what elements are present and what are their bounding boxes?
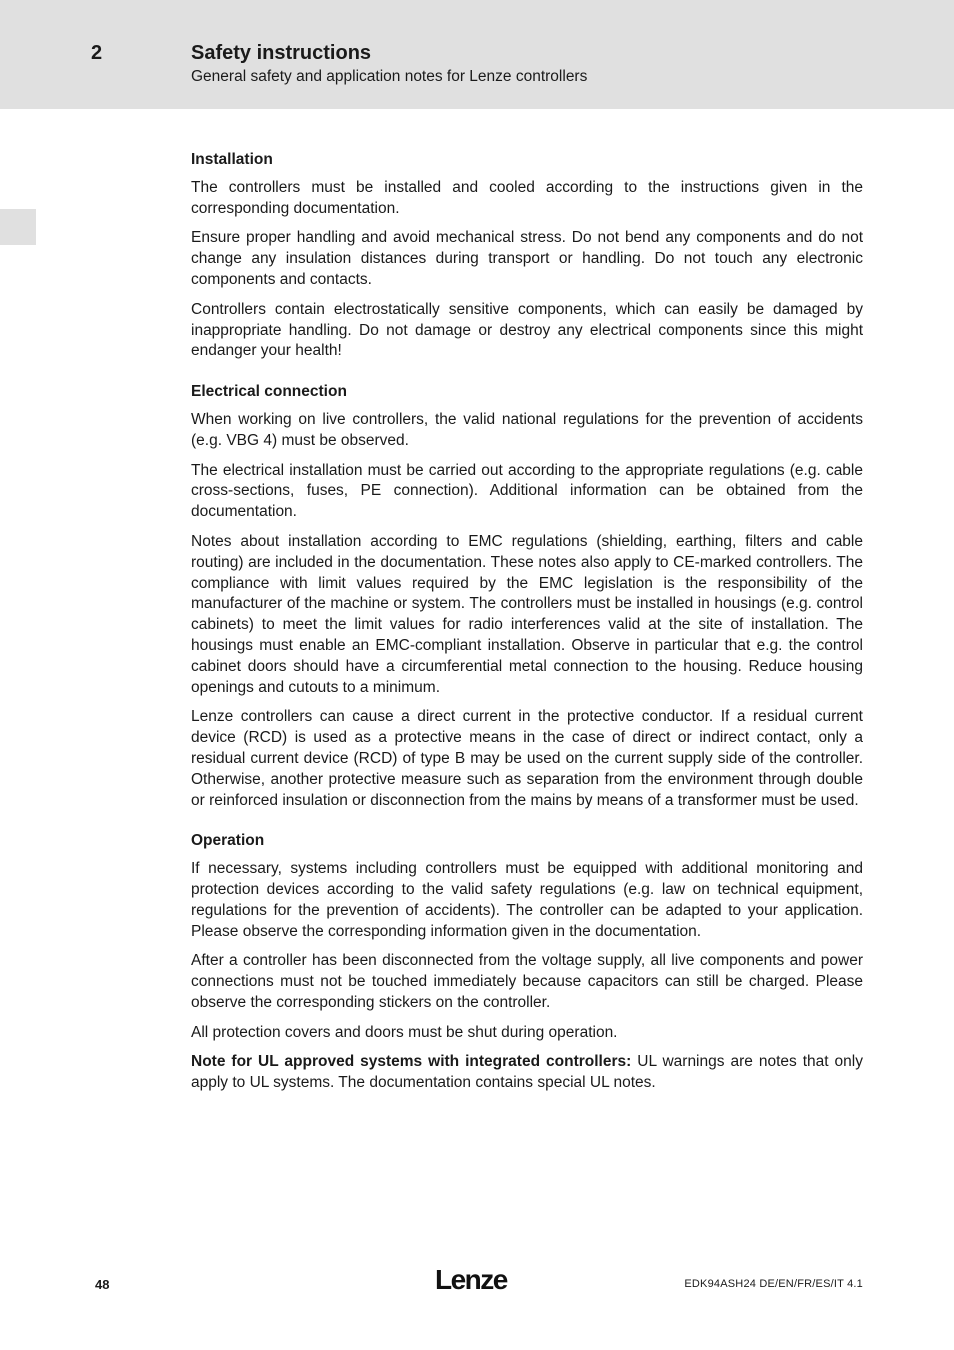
ul-note-lead: Note for UL approved systems with integrated controllers: [191,1053,632,1071]
chapter-subtitle: General safety and application notes for Lenze controllers [191,68,588,85]
paragraph: The controllers must be installed and cooled according to the instructions given in the corresponding documentation. [191,178,863,217]
header-band [0,0,954,109]
paragraph: Notes about installation according to EMC regulations (shielding, earthing, filters and cable routing) are included in the documentation. These notes also apply to CE-marked controllers. The compliance with limit values required by the EMC legislation is the responsibility of the manufacturer of the machine or system. The controllers must be installed in housings (e.g. control cabinets) to meet the limit values for radio interferences valid at the site of installation. The housings must enable an EMC-compliant installation. Observe in particular that e.g. the control cabinet doors should have a circumferential metal connection to the housing. Reduce housing openings and cutouts to a minimum. [191,532,863,696]
section-electrical-connection [191,382,863,811]
lenze-logo: Lenze [435,1264,507,1295]
paragraph: All protection covers and doors must be shut during operation. [191,1023,618,1041]
paragraph: Lenze controllers can cause a direct current in the protective conductor. If a residual current device (RCD) is used as a protective means in the case of direct or indirect contact, only a residual current device (RCD) of type B may be used on the current supply side of the controller. Otherwise, another protective measure such as separation from the environment through double or reinforced insulation or disconnection from the mains by means of a transformer must be used. [191,708,863,809]
paragraph: After a controller has been disconnected from the voltage supply, all live components and power connections must not be touched immediately because capacitors can still be charged. Please observe the corresponding stickers on the controller. [191,952,863,1011]
chapter-side-tab [0,209,36,245]
section-installation [191,150,863,362]
document-code: EDK94ASH24 DE/EN/FR/ES/IT 4.1 [684,1278,863,1290]
paragraph: When working on live controllers, the valid national regulations for the prevention of accidents (e.g. VBG 4) must be observed. [191,410,863,449]
section-heading: Electrical connection [191,383,347,401]
page-number: 48 [95,1277,110,1292]
chapter-title: Safety instructions [191,42,372,64]
paragraph: If necessary, systems including controllers must be equipped with additional monitoring and protection devices according to the valid safety regulations (e.g. law on technical equipment, regulations for the prevention of accidents). The controller can be adapted to your application. Please observe the corresponding information given in the documentation. [191,860,863,940]
chapter-number: 2 [91,42,103,64]
paragraph: The electrical installation must be carried out according to the appropriate regulations (e.g. cable cross-sections, fuses, PE connection). Additional information can be obtained from the documentation. [191,461,863,521]
page-content [191,150,863,1114]
section-heading: Operation [191,832,265,850]
paragraph: Ensure proper handling and avoid mechanical stress. Do not bend any components and do not change any insulation distances during transport or handling. Do not touch any electronic components and contacts. [191,229,863,288]
ul-note-paragraph [191,1052,863,1094]
section-heading: Installation [191,151,273,168]
section-operation [191,831,863,1094]
ul-note-text: UL warnings are notes that only apply to UL systems. The documentation contains special UL notes. [191,1053,863,1092]
paragraph: Controllers contain electrostatically sensitive components, which can easily be damaged by inappropriate handling. Do not damage or destroy any electrical components since this might endanger your health! [191,300,863,360]
